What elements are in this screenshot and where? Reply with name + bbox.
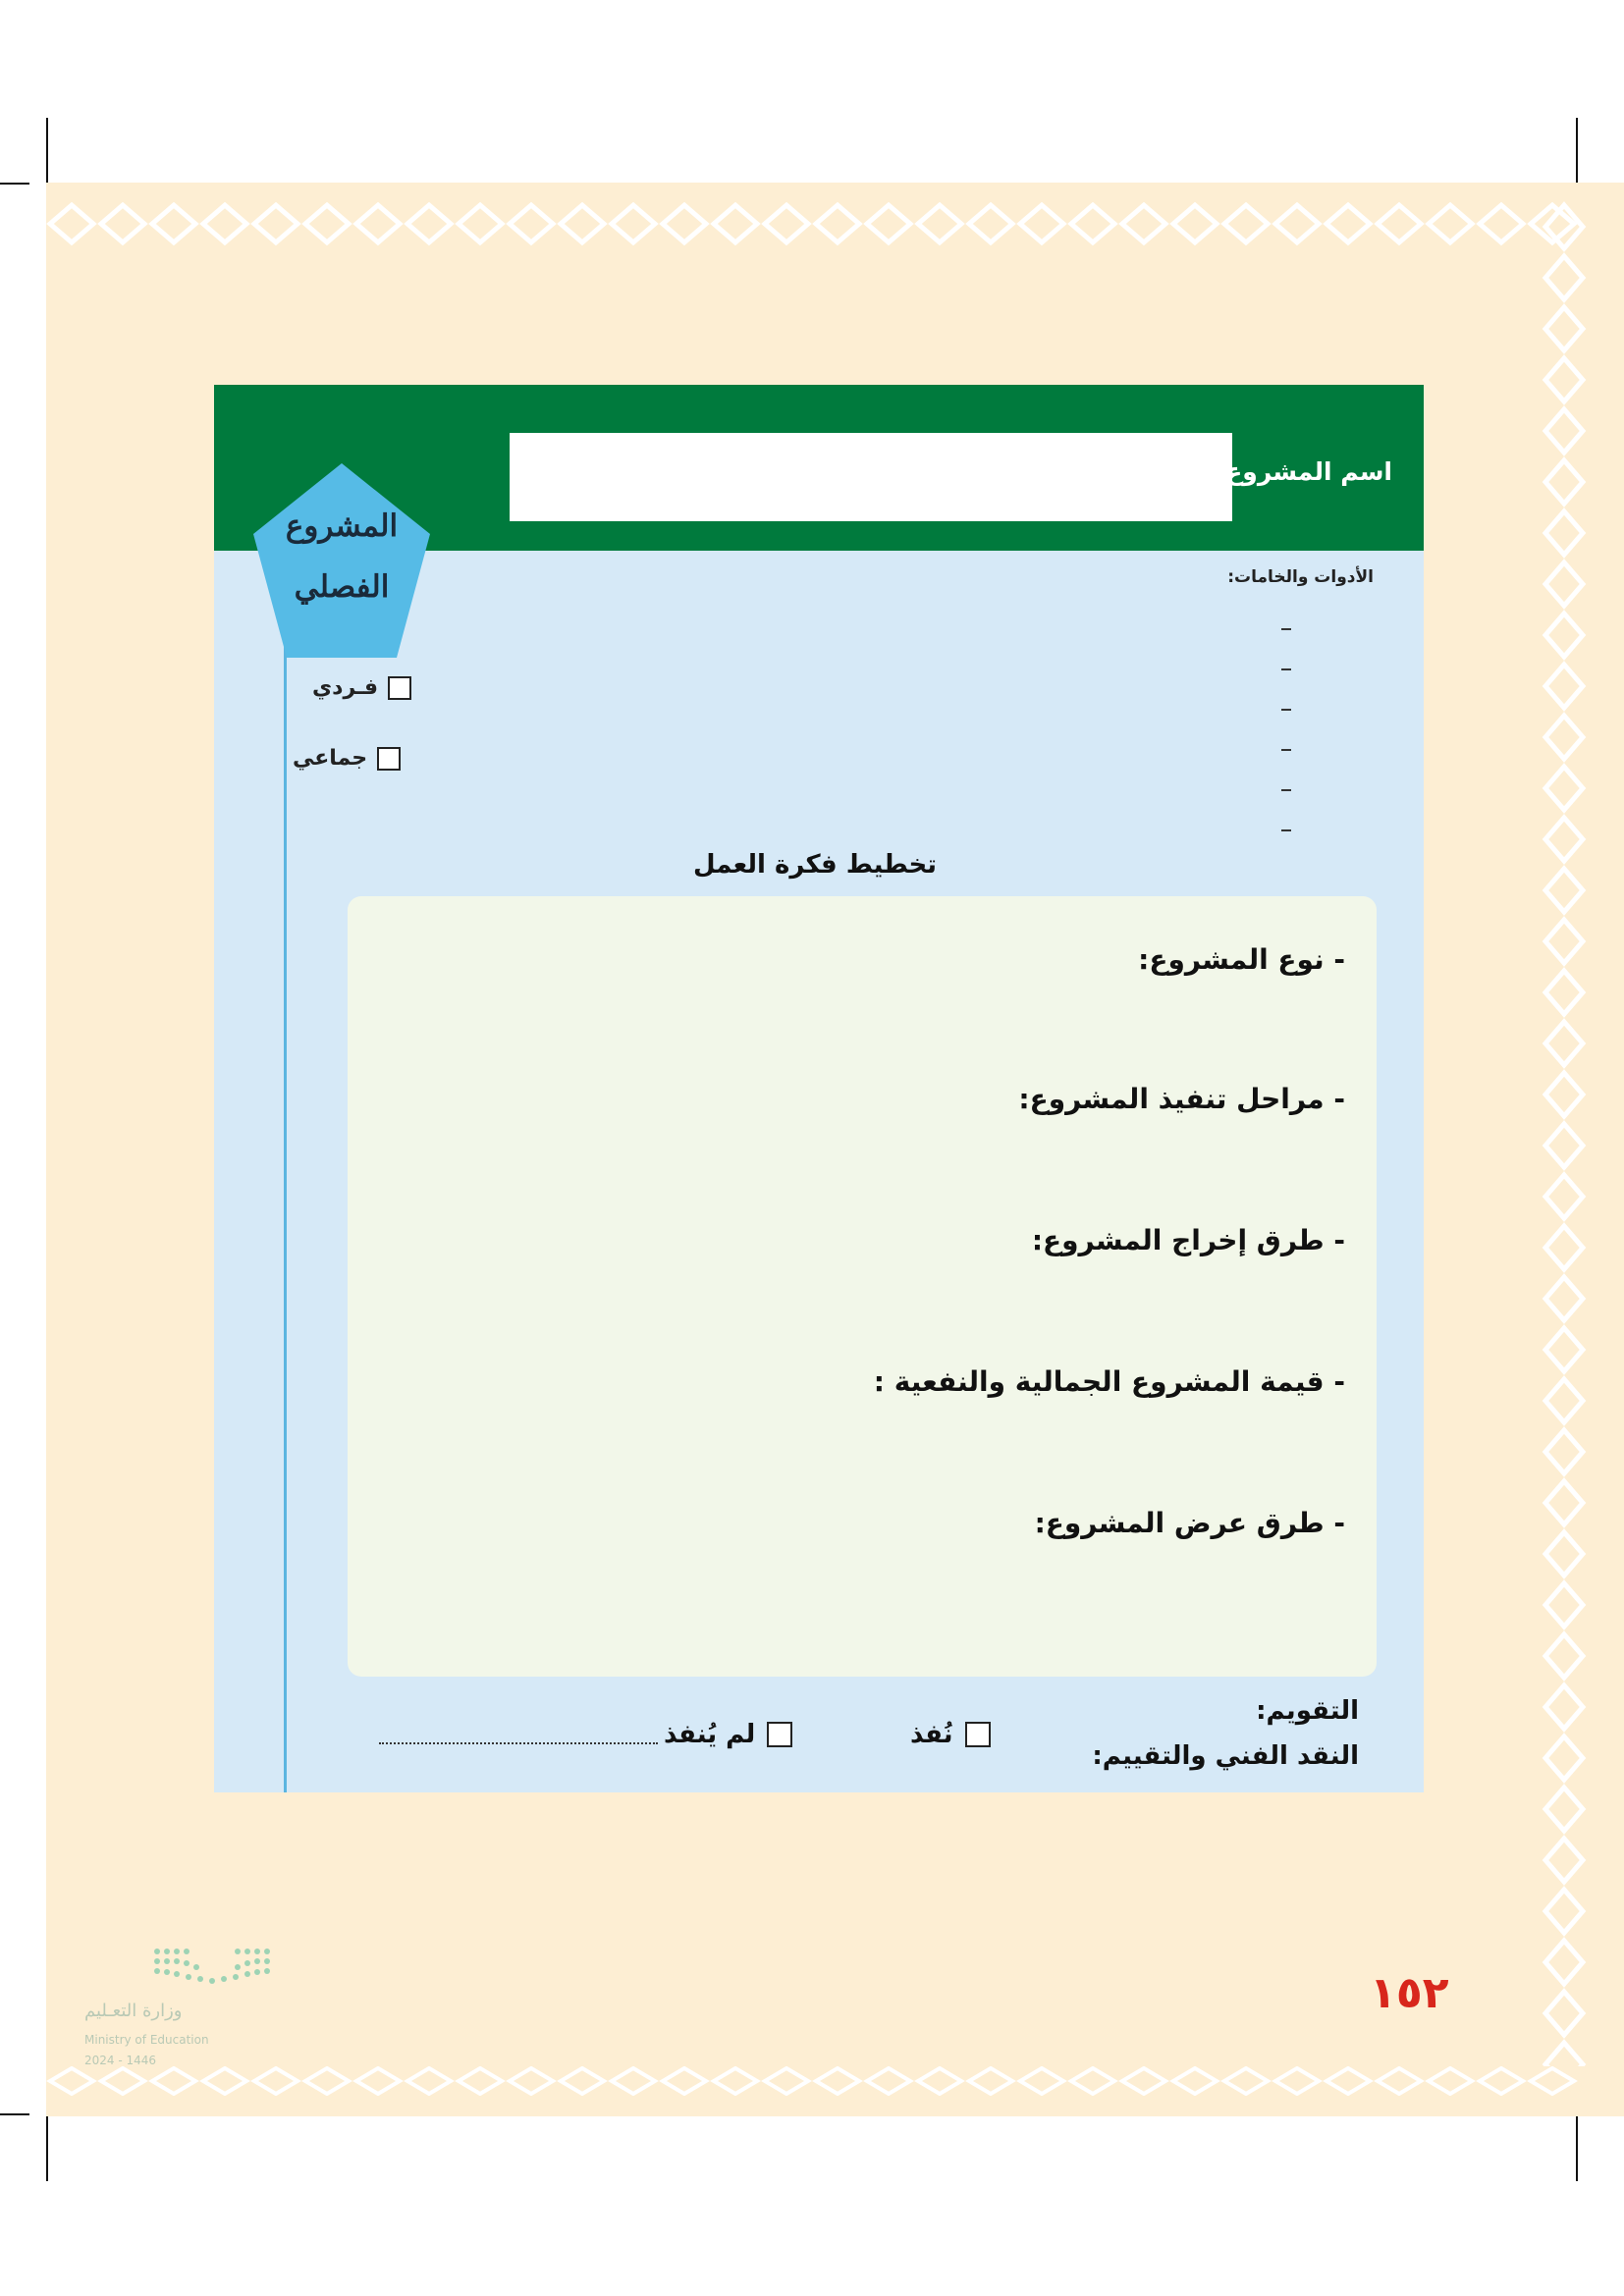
- tools-item-dash[interactable]: [1281, 749, 1291, 751]
- type-individual-label: فـردي: [312, 675, 379, 700]
- type-individual-option[interactable]: [312, 675, 411, 700]
- type-individual-checkbox[interactable]: [388, 676, 411, 700]
- tools-item-dash[interactable]: [1281, 709, 1291, 711]
- ministry-name-ar: وزارة التعـليم: [84, 2001, 183, 2021]
- eval-done-label: نُفذ: [910, 1720, 953, 1749]
- diamond-border-right: [1542, 201, 1587, 2066]
- type-group-label: جماعي: [293, 746, 368, 771]
- crop-mark: [46, 2110, 48, 2181]
- crop-mark: [0, 2113, 29, 2115]
- edition-year: 2024 - 1446: [84, 2054, 157, 2067]
- crop-mark: [1576, 2110, 1578, 2181]
- crop-mark: [0, 183, 29, 185]
- project-name-input[interactable]: [510, 433, 1232, 521]
- plan-item-output-methods: - طرق إخراج المشروع:: [1031, 1224, 1345, 1256]
- plan-title: تخطيط فكرة العمل: [692, 850, 938, 880]
- type-group-option[interactable]: [293, 746, 401, 771]
- plan-item-stages: - مراحل تنفيذ المشروع:: [1018, 1083, 1345, 1115]
- badge-line2: الفصلي: [294, 569, 390, 605]
- plan-item-value: - قيمة المشروع الجمالية والنفعية :: [873, 1365, 1345, 1398]
- eval-done-checkbox[interactable]: [965, 1722, 991, 1747]
- crop-mark: [1576, 118, 1578, 188]
- type-group-checkbox[interactable]: [377, 747, 401, 771]
- evaluation-label: التقويم:: [1256, 1696, 1359, 1726]
- tools-label: الأدوات والخامات:: [1227, 567, 1374, 587]
- eval-not-done-option[interactable]: [664, 1720, 792, 1749]
- side-divider: [284, 551, 287, 1792]
- tools-item-dash[interactable]: [1281, 789, 1291, 791]
- badge-title: [253, 496, 430, 617]
- critique-label: النقد الفني والتقييم:: [1092, 1741, 1359, 1771]
- page-number: ١٥٢: [1370, 1968, 1449, 2018]
- eval-done-option[interactable]: [910, 1720, 991, 1749]
- project-name-label: اسم المشروع: [1225, 457, 1392, 486]
- tools-item-dash[interactable]: [1281, 628, 1291, 630]
- eval-not-done-checkbox[interactable]: [767, 1722, 792, 1747]
- plan-item-display-methods: - طرق عرض المشروع:: [1034, 1507, 1345, 1539]
- diamond-border-top: [46, 201, 1578, 246]
- crop-mark: [46, 118, 48, 188]
- tools-item-dash[interactable]: [1281, 668, 1291, 670]
- plan-panel[interactable]: [348, 896, 1377, 1677]
- eval-not-done-label: لم يُنفذ: [664, 1720, 756, 1749]
- ministry-name-en: Ministry of Education: [84, 2033, 209, 2047]
- tools-item-dash[interactable]: [1281, 829, 1291, 831]
- not-done-reason-line[interactable]: [379, 1742, 658, 1744]
- plan-item-project-type: - نوع المشروع:: [1138, 943, 1345, 976]
- badge-line1: المشروع: [285, 508, 399, 544]
